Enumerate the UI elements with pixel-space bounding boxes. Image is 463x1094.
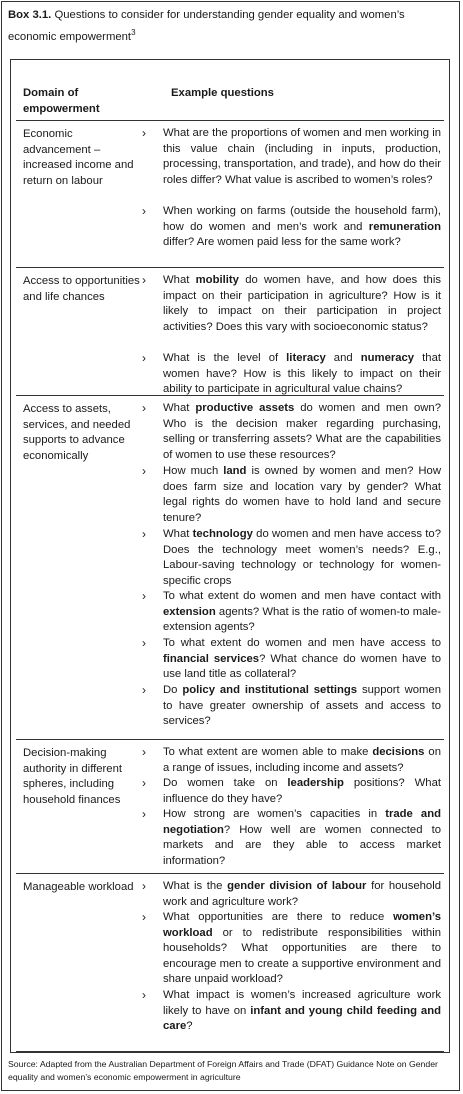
- table-row: [16, 396, 444, 740]
- example-question: How much land is owned by women and men? How does farm size and location vary by gender? What legal rights do women have to hold land and secure tenure?: [163, 465, 441, 524]
- table-row: [16, 121, 444, 268]
- example-question: To what extent do women and men have contact with extension agents? What is the ratio of women-to male-extension agents?: [163, 590, 441, 633]
- table-row: [16, 740, 444, 874]
- example-question: What is the gender division of labour for household work and agriculture work?: [163, 880, 441, 908]
- source-note: Source: Adapted from the Australian Department of Foreign Affairs and Trade (DFAT) Guidance Note on Gender equality and women’s economic empowerment in agriculture: [8, 1059, 438, 1082]
- example-question: What mobility do women have, and how does this impact on their participation in agriculture? How is it likely to impact on their participation in project activities? Does this vary with socioeconomic status?: [163, 274, 441, 333]
- domain-cell: Economic advancement – increased income and return on labour: [23, 128, 134, 187]
- table-row: [16, 874, 444, 1052]
- domain-cell: Access to opportunities and life chances: [23, 275, 140, 303]
- chevron-right-icon: ›: [142, 126, 146, 140]
- chevron-right-icon: ›: [142, 745, 146, 759]
- chevron-right-icon: ›: [142, 589, 146, 603]
- box-label: Box 3.1.: [8, 9, 52, 21]
- chevron-right-icon: ›: [142, 988, 146, 1002]
- table-row: [16, 268, 444, 396]
- example-question: What opportunities are there to reduce women’s workload or to redistribute responsibilities within households? What opportunities are there to encourage men to create a supportive environment and share unpaid workload?: [163, 911, 441, 985]
- chevron-right-icon: ›: [142, 636, 146, 650]
- example-question: To what extent are women able to make decisions on a range of issues, including income and assets?: [163, 746, 441, 774]
- chevron-right-icon: ›: [142, 464, 146, 478]
- domain-cell: Access to assets, services, and needed supports to advance economically: [23, 403, 131, 462]
- example-question: What is the level of literacy and numeracy that women have? How is this likely to impact on their ability to participate in agricultural value chains?: [163, 352, 441, 395]
- example-question: How strong are women’s capacities in trade and negotiation? How well are women connected to markets and are they able to access market information?: [163, 808, 441, 867]
- chevron-right-icon: ›: [142, 776, 146, 790]
- example-question: To what extent do women and men have access to financial services? What chance do women have to use land title as collateral?: [163, 637, 442, 680]
- chevron-right-icon: ›: [142, 527, 146, 541]
- domain-cell: Decision-making authority in different spheres, including household finances: [23, 747, 123, 806]
- chevron-right-icon: ›: [142, 879, 146, 893]
- example-question: What technology do women and men have access to? Does the technology meet women’s needs? E.g., Labour-saving technology or technology for women-specific crops: [163, 528, 441, 587]
- chevron-right-icon: ›: [142, 807, 146, 821]
- example-question: Do policy and institutional settings support women to have greater ownership of assets and access to services?: [163, 684, 441, 727]
- footnote-mark: 3: [131, 28, 136, 37]
- chevron-right-icon: ›: [142, 204, 146, 218]
- example-question: What productive assets do women and men own? Who is the decision maker regarding purchasing, selling or transferring assets? What are the capabilities of women to use these resources?: [163, 402, 441, 461]
- domain-cell: Manageable workload: [23, 881, 134, 893]
- column-header-questions: Example questions: [171, 87, 274, 99]
- chevron-right-icon: ›: [142, 683, 146, 697]
- column-header-domain: Domain of empowerment: [23, 87, 100, 115]
- box-title: [8, 6, 454, 46]
- table-header-row: [16, 83, 444, 121]
- example-question: Do women take on leadership positions? What influence do they have?: [163, 777, 441, 805]
- chevron-right-icon: ›: [142, 351, 146, 365]
- example-question: What are the proportions of women and men working in this value chain (including in inputs, production, processing, transportation, and trade), and how do their roles differ? What value is ascribed to women’s roles?: [163, 127, 441, 186]
- chevron-right-icon: ›: [142, 910, 146, 924]
- chevron-right-icon: ›: [142, 401, 146, 415]
- chevron-right-icon: ›: [142, 273, 146, 287]
- example-question: When working on farms (outside the household farm), how do women and men’s work and remuneration differ? Are women paid less for the same work?: [163, 205, 441, 248]
- example-question: What impact is women’s increased agriculture work likely to have on infant and young child feeding and care?: [163, 989, 441, 1032]
- box-title-text: Questions to consider for understanding gender equality and women’s economic empowerment: [8, 9, 405, 43]
